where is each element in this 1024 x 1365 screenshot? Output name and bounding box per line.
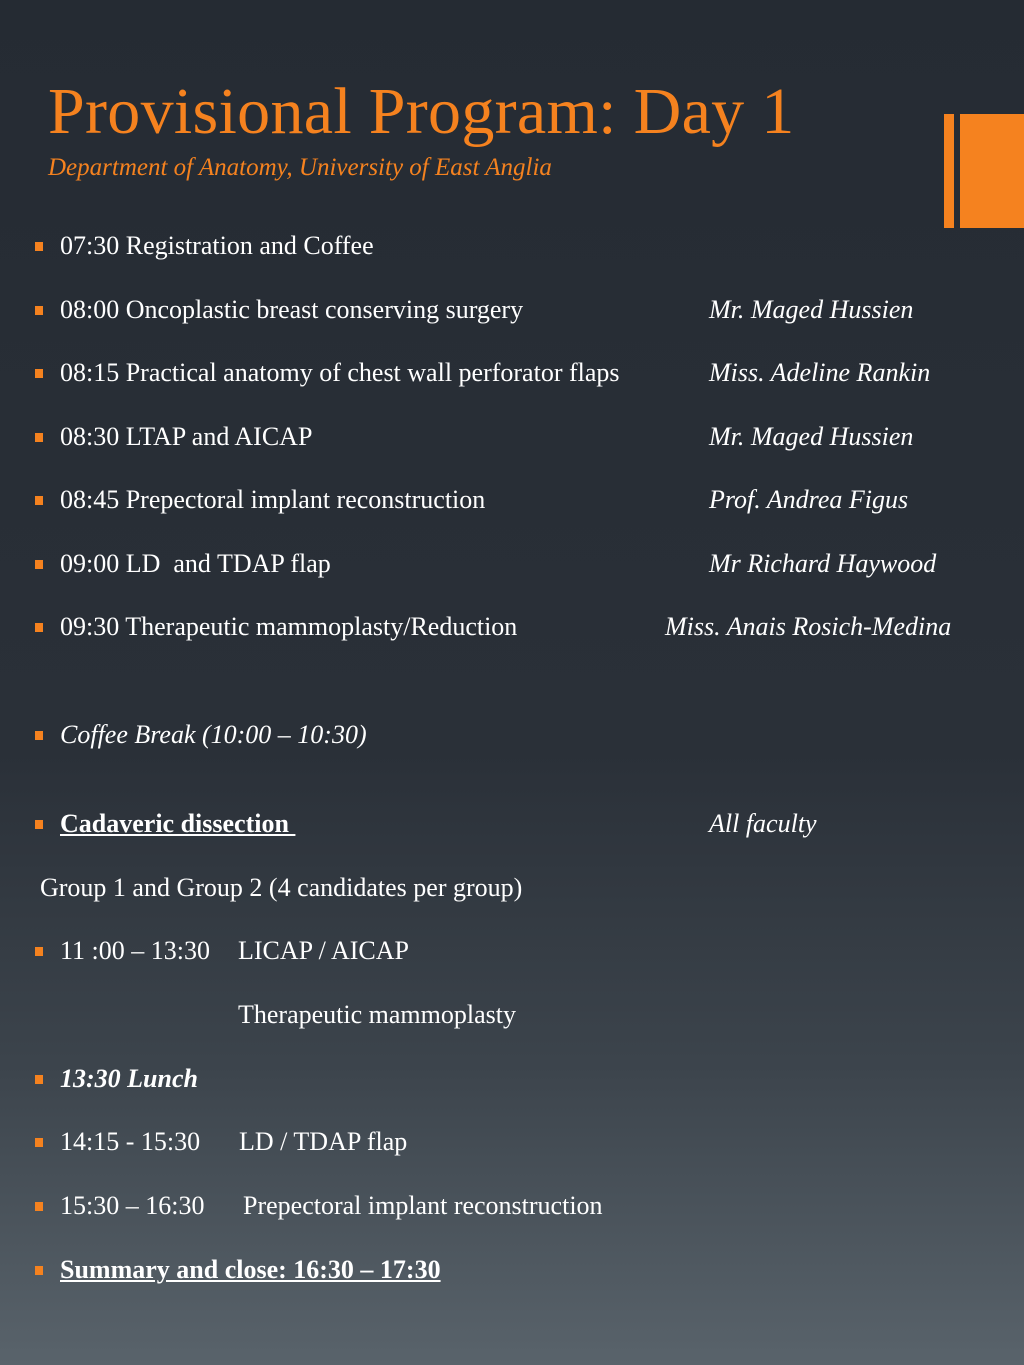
session-topic: Prepectoral implant reconstruction (243, 1191, 603, 1220)
session-item-continuation (0, 997, 1024, 1037)
square-bullet-icon (35, 369, 43, 378)
lunch-item (0, 1061, 1024, 1101)
program-item-text: 08:15 Practical anatomy of chest wall perforator flaps (60, 358, 620, 387)
session-item (0, 1188, 1024, 1228)
session-time: 14:15 - 15:30 (60, 1127, 201, 1156)
square-bullet-icon (35, 947, 43, 956)
program-item-speaker: Miss. Adeline Rankin (709, 358, 931, 387)
program-item (0, 546, 1024, 586)
coffee-break-item (0, 717, 1024, 757)
session-item (0, 933, 1024, 973)
square-bullet-icon (35, 242, 43, 251)
program-item (0, 419, 1024, 459)
square-bullet-icon (35, 623, 43, 632)
accent-bar-thick (960, 114, 1024, 228)
program-item-text: 09:00 LD and TDAP flap (60, 549, 331, 578)
program-item-speaker: Miss. Anais Rosich-Medina (665, 612, 952, 641)
dissection-faculty: All faculty (709, 809, 817, 838)
program-item (0, 609, 1024, 649)
session-time: 15:30 – 16:30 (60, 1191, 205, 1220)
square-bullet-icon (35, 1266, 43, 1275)
program-item (0, 482, 1024, 522)
square-bullet-icon (35, 1075, 43, 1084)
program-item-speaker: Mr Richard Haywood (709, 549, 937, 578)
square-bullet-icon (35, 496, 43, 505)
coffee-break-text: Coffee Break (10:00 – 10:30) (60, 720, 367, 749)
program-item (0, 228, 1024, 268)
accent-bar-thin (944, 114, 954, 228)
dissection-heading-item (0, 806, 1024, 846)
program-item-speaker: Mr. Maged Hussien (709, 295, 914, 324)
program-item-text: 08:30 LTAP and AICAP (60, 422, 313, 451)
summary-text: Summary and close: 16:30 – 17:30 (60, 1255, 441, 1284)
program-item-speaker: Prof. Andrea Figus (709, 485, 909, 514)
program-item-speaker: Mr. Maged Hussien (709, 422, 914, 451)
session-topic: LD / TDAP flap (239, 1127, 408, 1156)
program-item (0, 292, 1024, 332)
session-topic: Therapeutic mammoplasty (238, 1000, 516, 1029)
dissection-groups-line (0, 870, 1024, 910)
square-bullet-icon (35, 1202, 43, 1211)
square-bullet-icon (35, 560, 43, 569)
square-bullet-icon (35, 1138, 43, 1147)
square-bullet-icon (35, 306, 43, 315)
program-item-text: 08:45 Prepectoral implant reconstruction (60, 485, 486, 514)
page-title: Provisional Program: Day 1 (48, 75, 795, 148)
program-item (0, 355, 1024, 395)
program-item-text: 08:00 Oncoplastic breast conserving surgery (60, 295, 524, 324)
summary-item (0, 1252, 1024, 1292)
session-topic: LICAP / AICAP (238, 936, 409, 965)
square-bullet-icon (35, 820, 43, 829)
dissection-groups: Group 1 and Group 2 (4 candidates per group) (40, 873, 523, 902)
square-bullet-icon (35, 433, 43, 442)
lunch-text: 13:30 Lunch (60, 1064, 198, 1093)
page-subtitle: Department of Anatomy, University of East Anglia (48, 154, 552, 181)
session-item (0, 1124, 1024, 1164)
session-time: 11 :00 – 13:30 (60, 936, 210, 965)
square-bullet-icon (35, 731, 43, 740)
program-item-text: 09:30 Therapeutic mammoplasty/Reduction (60, 612, 518, 641)
dissection-heading: Cadaveric dissection (60, 809, 296, 838)
program-item-text: 07:30 Registration and Coffee (60, 231, 374, 260)
